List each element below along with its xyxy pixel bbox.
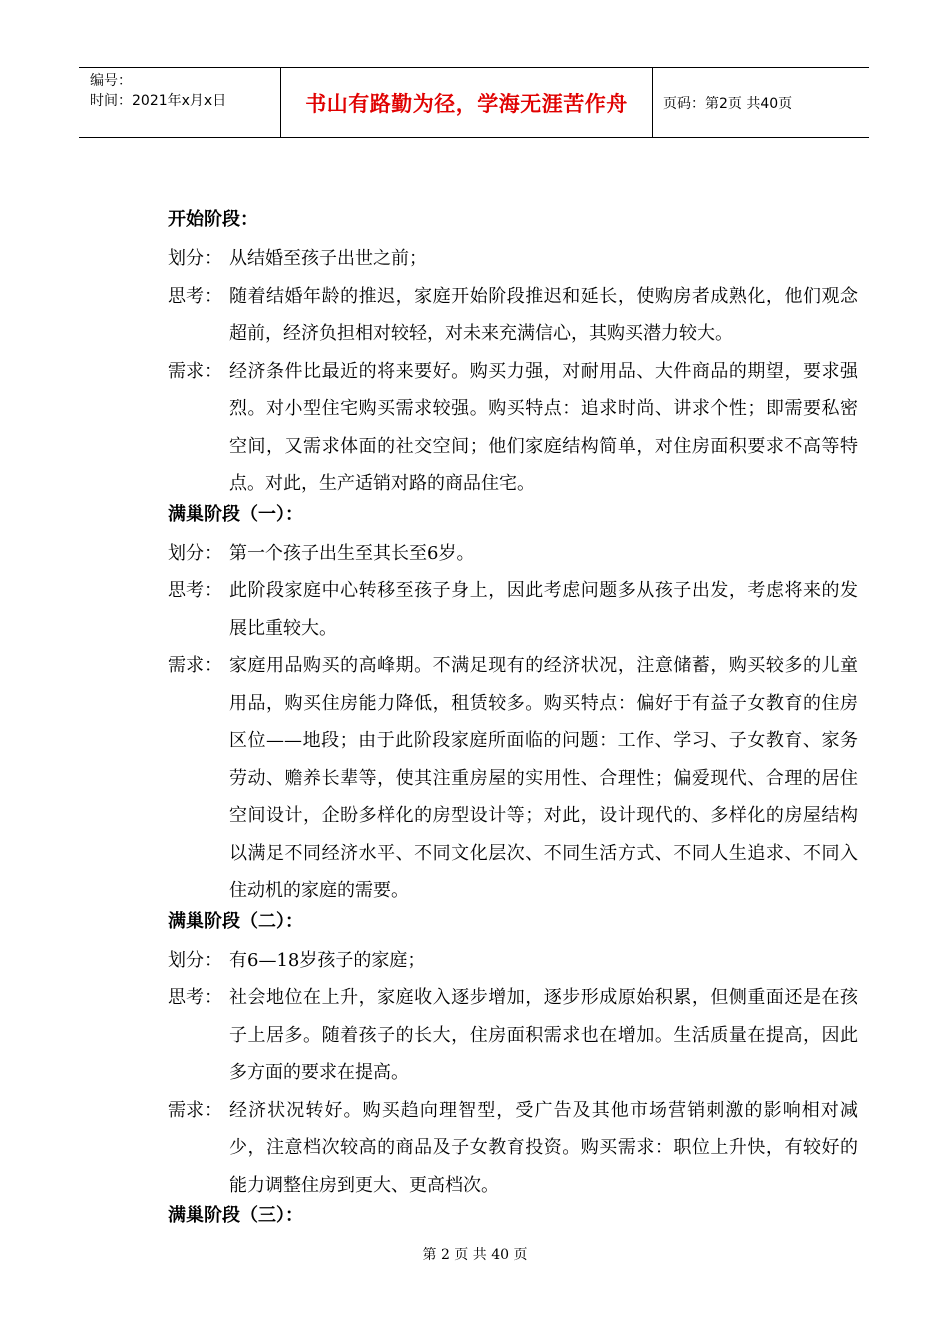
header-number: 编号：	[90, 73, 132, 89]
section-item	[168, 979, 858, 1092]
item-label: 划分：	[168, 248, 222, 269]
item-text: 有6—18岁孩子的家庭；	[229, 949, 426, 971]
item-text: 家庭用品购买的高峰期。不满足现有的经济状况，注意储蓄，购买较多的儿童用品，购买住房能力降低，租赁较多。购买特点：偏好于有益子女教育的住房区位——地段；由于此阶段家庭所面临的问题：工作、学习、子女教育、家务劳动、赡养长辈等，使其注重房屋的实用性、合理性；偏爱现代、合理的居住空间设计，企盼多样化的房型设计等；对此，设计现代的、多样化的房屋结构以满足不同经济水平、不同文化层次、不同生活方式、不同人生追求、不同入住动机的家庭的需要。	[229, 655, 858, 901]
item-text: 经济状况转好。购买趋向理智型，受广告及其他市场营销刺激的影响相对减少，注意档次较高的商品及子女教育投资。购买需求：职位上升快，有较好的能力调整住房到更大、更高档次。	[229, 1099, 858, 1196]
item-text: 第一个孩子出生至其长至6岁。	[229, 542, 475, 564]
item-label: 划分：	[168, 542, 222, 564]
page-footer: 第 2 页 共 40 页	[422, 1247, 528, 1263]
section-heading: 开始阶段：	[168, 209, 258, 230]
header-page-info: 页码：第2页 共40页	[663, 95, 793, 112]
item-label: 需求：	[168, 1099, 222, 1121]
item-text: 随着结婚年龄的推迟，家庭开始阶段推迟和延长，使购房者成熟化，他们观念超前，经济负担相对较轻，对未来充满信心，其购买潜力较大。	[229, 285, 858, 344]
section-heading: 满巢阶段（三）：	[168, 1205, 303, 1226]
header-motto: 书山有路勤为径，学海无涯苦作舟	[305, 91, 628, 116]
item-text: 从结婚至孩子出世之前；	[229, 248, 427, 269]
document-body	[168, 200, 858, 1242]
header-time: 时间：2021年x月x日	[90, 93, 227, 109]
section-item	[168, 535, 858, 573]
page-header	[79, 67, 869, 138]
section-heading: 满巢阶段（一）：	[168, 503, 303, 525]
section-item	[168, 278, 858, 353]
header-meta	[79, 68, 281, 137]
section-heading: 满巢阶段（二）：	[168, 910, 303, 932]
section	[168, 495, 858, 910]
item-label: 需求：	[168, 655, 222, 676]
section	[168, 200, 858, 503]
section-item	[168, 353, 858, 503]
item-label: 划分：	[168, 949, 222, 971]
section-item	[168, 240, 858, 278]
section-item	[168, 942, 858, 980]
item-text: 经济条件比最近的将来要好。购买力强，对耐用品、大件商品的期望，要求强烈。对小型住宅购买需求较强。购买特点：追求时尚、讲求个性；即需要私密空间，又需求体面的社交空间；他们家庭结构简单，对住房面积要求不高等特点。对此，生产适销对路的商品住宅。	[229, 360, 858, 494]
item-label: 思考：	[168, 987, 222, 1008]
item-label: 需求：	[168, 360, 222, 382]
item-text: 社会地位在上升，家庭收入逐步增加，逐步形成原始积累，但侧重面还是在孩子上居多。随着孩子的长大，住房面积需求也在增加。生活质量在提高，因此多方面的要求在提高。	[229, 987, 858, 1083]
item-text: 此阶段家庭中心转移至孩子身上，因此考虑问题多从孩子出发，考虑将来的发展比重较大。	[229, 580, 858, 639]
section-item	[168, 572, 858, 647]
header-motto-cell	[281, 68, 653, 137]
item-label: 思考：	[168, 580, 222, 601]
item-label: 思考：	[168, 285, 222, 307]
section-item	[168, 1092, 858, 1205]
section	[168, 902, 858, 1205]
section-item	[168, 647, 858, 910]
